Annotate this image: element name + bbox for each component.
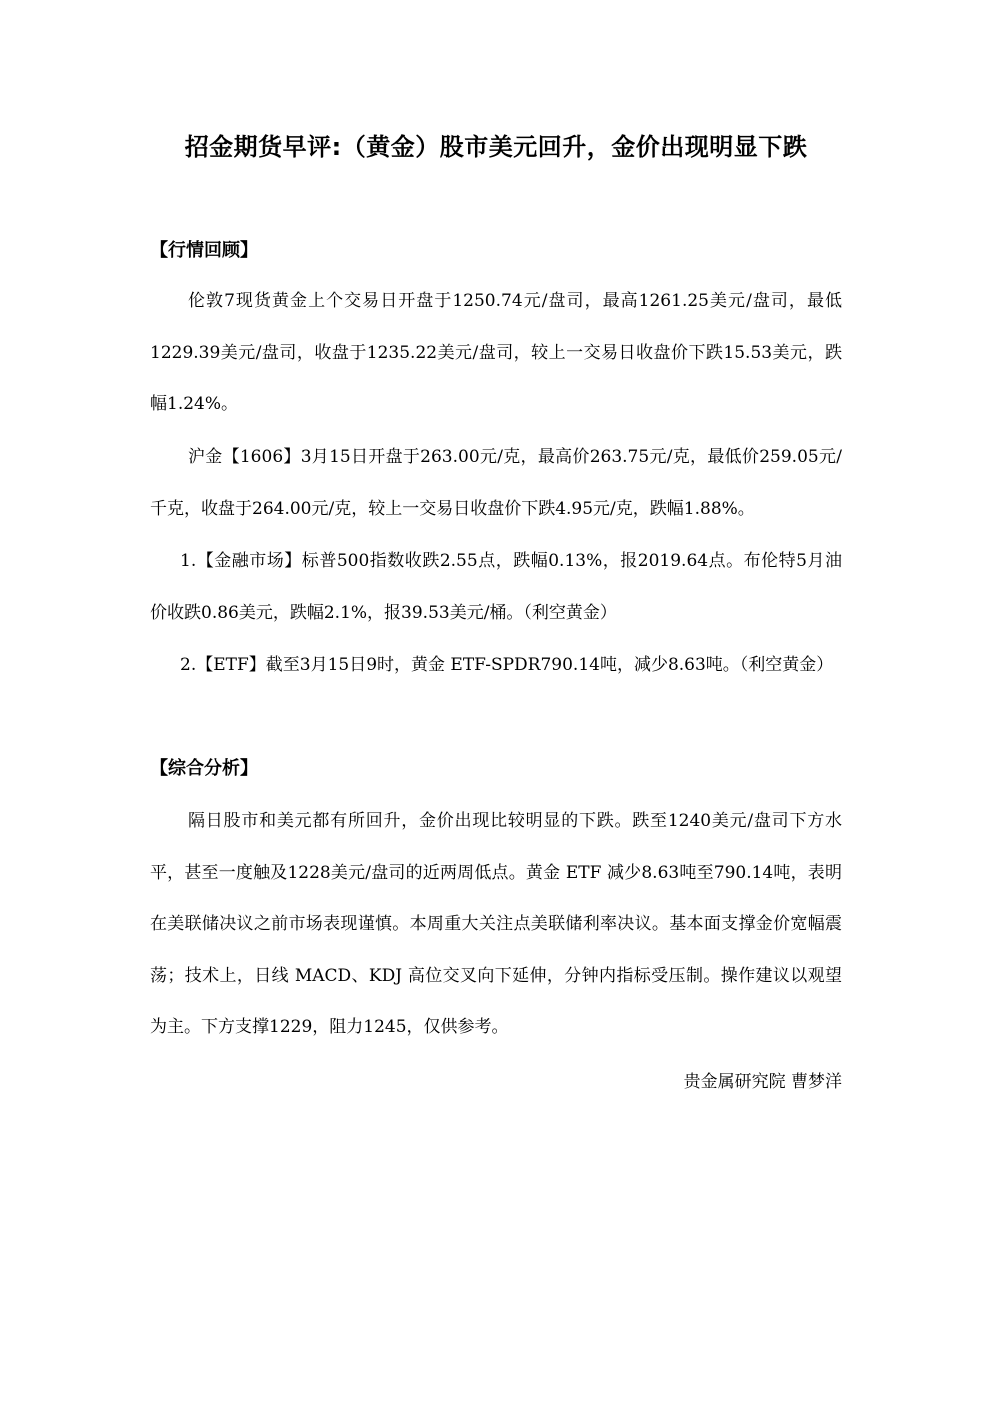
paragraph-shanghai-gold: 沪金【1606】3月15日开盘于263.00元/克，最高价263.75元/克，最低价259.05元/千克，收盘于264.00元/克，较上一交易日收盘价下跌4.95元/克，跌幅1.88%。 [150, 447, 842, 519]
list-item-etf: 2.【ETF】截至3月15日9时，黄金 ETF-SPDR790.14吨，减少8.63吨。（利空黄金） [180, 655, 834, 675]
section-heading-analysis: 【综合分析】 [150, 758, 258, 779]
paragraph-london-gold: 伦敦7现货黄金上个交易日开盘于1250.74元/盘司，最高1261.25美元/盘司，最低1229.39美元/盘司，收盘于1235.22美元/盘司，较上一交易日收盘价下跌15.53美元，跌幅1.24%。 [150, 291, 842, 415]
author-signature: 贵金属研究院 曹梦洋 [683, 1072, 842, 1092]
paragraph-analysis: 隔日股市和美元都有所回升，金价出现比较明显的下跌。跌至1240美元/盘司下方水平，甚至一度触及1228美元/盘司的近两周低点。黄金 ETF 减少8.63吨至790.14吨，表明在美联储决议之前市场表现谨慎。本周重大关注点美联储利率决议。基本面支撑金价宽幅震荡；技术上，日线 MACD、KDJ 高位交叉向下延伸，分钟内指标受压制。操作建议以观望为主。下方支撑1229，阻力1245，仅供参考。 [150, 811, 842, 1038]
section-heading-market-review: 【行情回顾】 [150, 240, 258, 261]
list-item-financial-market: 1.【金融市场】标普500指数收跌2.55点，跌幅0.13%，报2019.64点。布伦特5月油价收跌0.86美元，跌幅2.1%，报39.53美元/桶。（利空黄金） [150, 551, 842, 623]
document-title: 招金期货早评:（黄金）股市美元回升，金价出现明显下跌 [184, 133, 808, 161]
